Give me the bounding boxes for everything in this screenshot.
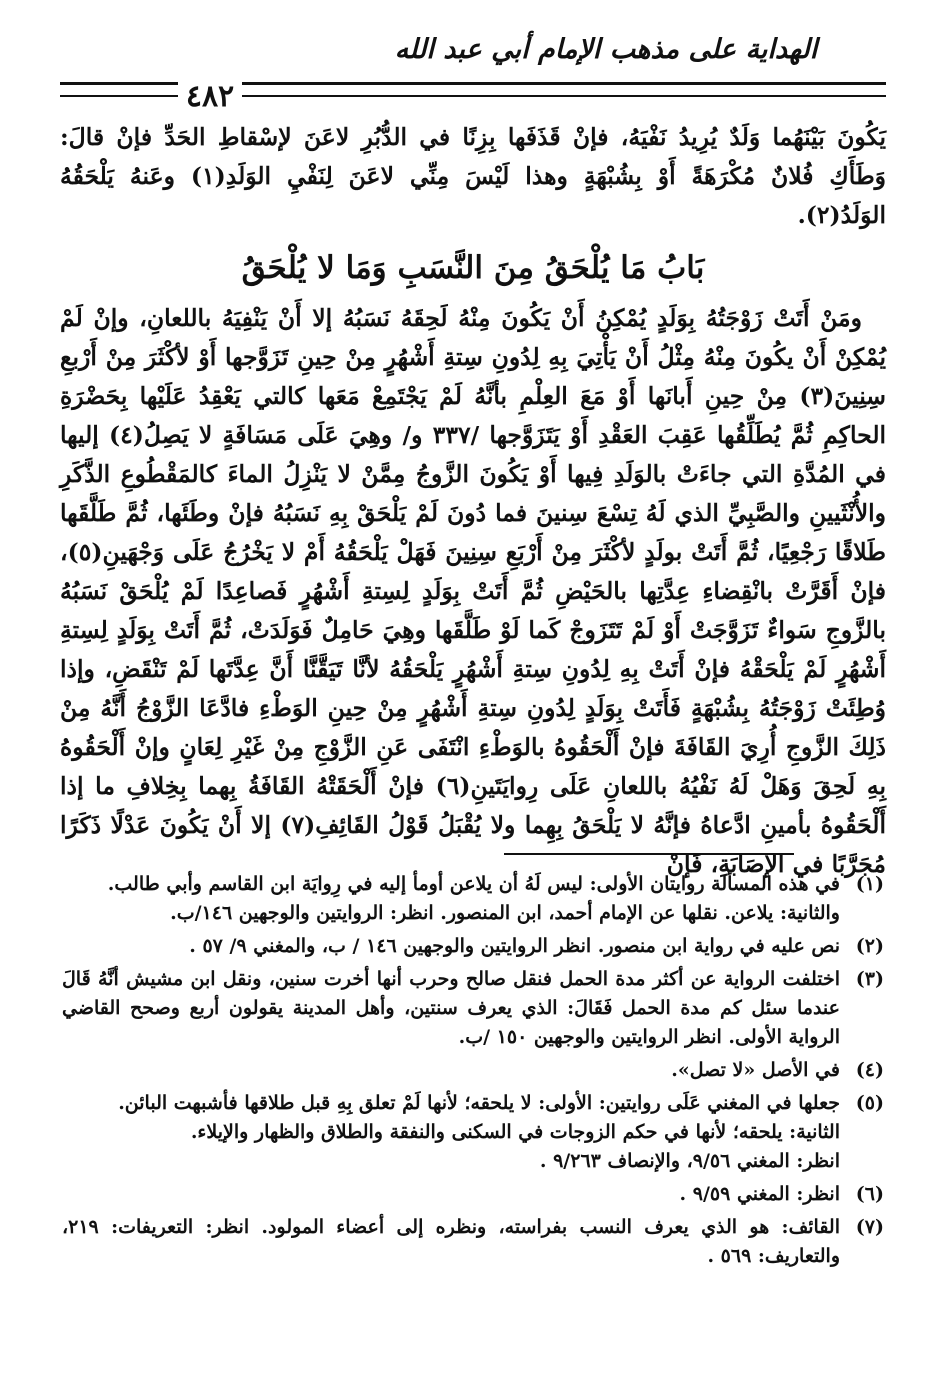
footnote-line: اختلفت الرواية عن أكثر مدة الحمل فنقل صالح وحرب أنها أخرت سنين، ونقل ابن مشيش أنَّهُ قَالَ عندما سئل كم مدة الحمل فَقَالَ: الذي يعرف سنتين، وأهل المدينة يقولون أربع وصحح القاضي الرواية الأولى. انظر الروايتين والوجهين ١٥٠ /ب. bbox=[62, 968, 840, 1048]
footnote-line: انظر: المغني ٩/٥٦، والإنصاف ٩/٢٦٣ . bbox=[539, 1150, 840, 1172]
footnote-line: القائف: هو الذي يعرف النسب بفراسته، ونظره إلى أعضاء المولود. انظر: التعريفات: ٢١٩، والتعاريف: ٥٦٩ . bbox=[62, 1216, 840, 1267]
paragraph-2: ومَنْ أَتَتْ زَوْجَتُهُ بِوَلَدٍ يُمْكِنُ أَنْ يَكُونَ مِنْهُ لَحِقَهُ نَسَبُهُ إلا أَنْ يَنْفِيَهُ باللعانِ، وإنْ لَمْ يُمْكِنْ أَنْ يكُونَ مِنْهُ مِثْلُ أَنْ يَأْتِيَ بِهِ لِدُونِ سِتةِ أَشْهُرٍ مِنْ حِينِ تَزَوَّجها أَوْ لأكْثَرَ مِنْ أَرْبعِ سِنِينَ(٣) مِنْ حِينِ أَبانَها أَوْ مَعَ العِلْمِ بأنَّهُ لَمْ يَجْتَمِعْ مَعَها كالتي يَعْقِدُ عَلَيْها بِحَضْرَةِ الحاكِمِ ثُمَّ يُطَلِّقُها عَقِبَ العَقْدِ أَوْ يَتَزَوَّجها /٣٣٧ و/ وهِيَ عَلَى مَسَافَةٍ لا يَصِلُ(٤) إليها في المُدَّةِ التي جاءَتْ بالوَلَدِ فِيها أَوْ يَكُونَ الزَّوجُ مِمَّنْ لا يَنْزِلُ الماءَ كالمَقْطُوعِ الذَّكَرِ والأُنْثَيينِ والصَّبِيِّ الذي لَهُ تِسْعَ سِنينَ فما دُونَ لَمْ يَلْحَقْ بِهِ نَسَبُهُ فإنْ وطَئَها، ثُمَّ طَلَّقَها طَلاقًا رَجْعِيًا، ثُمَّ أَتَتْ بولَدٍ لأكْثَرَ مِنْ أَرْبَعِ سِنِينَ فَهَلْ يَلْحَقُهُ أَمْ لا يَخْرُجُ عَلَى وَجْهَينِ(٥)، فإنْ أَقَرَّتْ بانْقِضاءِ عِدَّتِها بالحَيْضِ ثُمَّ أَتَتْ بِوَلَدٍ لِسِتةِ أَشْهُرٍ فَصاعِدًا لَمْ يُلْحَقْ نَسَبُهُ بالزَّوجِ سَواءٌ تَزَوَّجَتْ أَوْ لَمْ تَتَزَوجْ كَما لَوْ طَلَّقَها وهِيَ حَامِلٌ فَوَلَدَتْ، ثُمَّ أَتَتْ بِوَلَدٍ لِسِتةِ أَشْهُرٍ لَمْ يَلْحَقْهُ فإنْ أَتَتْ بِهِ لِدُونِ سِتةِ أَشْهُرٍ يَلْحَقُهُ لأنَّا تَيَقَّنَّا أَنَّ عِدَّتَها لَمْ تَنْقَضِ، وإذا وُطِئَتْ زَوْجَتُهُ بِشُبْهَةٍ فَأَتَتْ بِوَلَدٍ لِدُونِ سِتةِ أَشْهُرٍ مِنْ حِينِ الوَطْءِ فادَّعَا الزَّوْجُ أَنَّهُ مِنْ ذَلِكَ الزَّوجِ أُرِيَ القَافَةَ فإنْ أَلْحَقُوهُ بالوَطْءِ انْتَفَى عَنِ الزَّوْجِ مِنْ غَيْرِ لِعَانٍ وإنْ أَلْحَقُوهُ بِهِ لَحِقَ وَهَلْ لَهُ نَفْيُهُ باللعانِ عَلَى رِوايَتَينِ(٦) فإنْ أَلْحَقَتْهُ القَافَةُ بِهما بِخِلافِ ما إذا أَلْحَقُوهُ بأمينِ ادَّعاهُ فإنَّهُ لا يَلْحَقُ بِهِما ولا يُقْبَلُ قَوْلُ القَائِفِ(٧) إلا أَنْ يَكُونَ عَدْلًا ذَكَرًا مُجَرَّبًا في الإصَابَةِ، فَإنْ bbox=[60, 304, 887, 878]
footnote-1 bbox=[62, 870, 884, 928]
footnote-number: (٣) bbox=[855, 968, 884, 990]
footnote-line: جعلها في المغني عَلَى روايتين: الأولى: لا يلحقه؛ لأنها لَمْ تعلق بِهِ قبل طلاقها فأشبهت البائن. bbox=[118, 1092, 840, 1114]
footnote-4 bbox=[62, 1056, 884, 1085]
footnote-number: (١) bbox=[855, 873, 884, 895]
footnote-7 bbox=[62, 1213, 884, 1271]
footnote-number: (٦) bbox=[855, 1183, 884, 1205]
footnote-number: (٤) bbox=[855, 1059, 884, 1081]
page-number: ٤٨٢ bbox=[178, 80, 242, 114]
running-title: الهداية على مذهب الإمام أبي عبد الله bbox=[394, 34, 818, 65]
footnotes bbox=[62, 870, 884, 1275]
chapter-title: بَابُ مَا يُلْحَقُ مِنَ النَّسَبِ وَمَا لا يُلْحَقُ bbox=[241, 250, 705, 286]
footnote-3 bbox=[62, 965, 884, 1052]
footnote-number: (٥) bbox=[855, 1092, 884, 1114]
footnote-line: انظر: المغني ٩/٥٩ . bbox=[679, 1183, 840, 1205]
footnote-line: والثانية: يلاعن. نقلها عن الإمام أحمد، ابن المنصور. انظر: الروايتين والوجهين ١٤٦/ب. bbox=[170, 902, 840, 924]
footnote-2 bbox=[62, 932, 884, 961]
footnote-number: (٢) bbox=[855, 935, 884, 957]
footnote-number: (٧) bbox=[855, 1216, 884, 1238]
footnote-5 bbox=[62, 1089, 884, 1176]
footnote-line: في هذه المسألة روايتان الأولى: ليس لَهُ أن يلاعن أومأ إليه في رِوايَة ابن القاسم وأبي طالب. bbox=[107, 873, 840, 895]
main-text bbox=[60, 118, 886, 884]
footnote-6 bbox=[62, 1180, 884, 1209]
footnote-separator bbox=[504, 853, 794, 855]
footnote-line: الثانية: يلحقه؛ لأنها في حكم الزوجات في السكنى والنفقة والطلاق والظهار والإيلاء. bbox=[190, 1121, 840, 1143]
footnote-line: في الأصل «لا تصل». bbox=[671, 1059, 840, 1081]
paragraph-1: يَكُونَ بَيْنَهُما وَلَدٌ يُرِيدُ نَفْيَهُ، فإنْ قَذَفَها بِزِنًا في الدُّبُرِ لاعَنَ لإسْقاطِ الحَدِّ فإنْ قالَ: وَطَأَكِ فُلانٌ مُكْرَهَةً أَوْ بِشُبْهَةٍ وهذا لَيْسَ مِنِّي لاعَنَ لِنَفْيِ الوَلَدِ(١) وعَنهُ يَلْحَقُهُ الوَلَدُ(٢). bbox=[60, 123, 886, 229]
footnote-line: نص عليه في رواية ابن منصور. انظر الروايتين والوجهين ١٤٦ / ب، والمغني ٩/ ٥٧ . bbox=[189, 935, 840, 957]
